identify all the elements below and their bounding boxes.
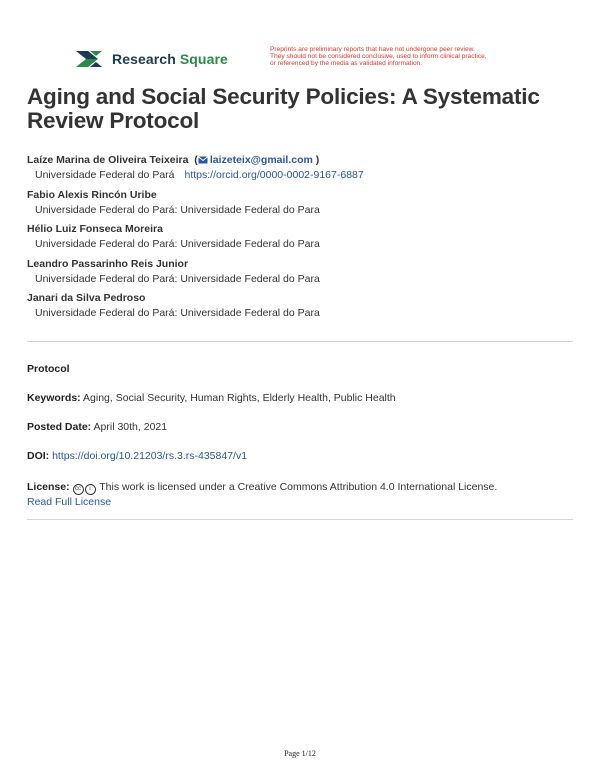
author-email-link[interactable]: laizeteix@gmail.com: [209, 154, 313, 166]
license-label: License:: [27, 481, 70, 493]
by-icon: i: [85, 484, 96, 495]
doi-label: DOI:: [27, 450, 50, 462]
author-affiliation: Universidade Federal do Pará: Universidade Federal do Para: [35, 272, 320, 285]
article-type: [27, 362, 577, 377]
disclaimer-line: or referenced by the media as validated information.: [270, 60, 423, 68]
posted-date-label: Posted Date:: [27, 421, 92, 433]
disclaimer-line: They should not be considered conclusive, used to inform clinical practice,: [270, 53, 487, 61]
cc-icon: cc: [73, 484, 84, 495]
author-name: Fabio Alexis Rincón Uribe: [27, 188, 157, 201]
logo-word-research: Research: [112, 51, 176, 67]
author-affiliation: [27, 168, 577, 188]
doi-link[interactable]: https://doi.org/10.21203/rs.3.rs-435847/v1: [52, 450, 248, 462]
author-name: Janari da Silva Pedroso: [27, 292, 146, 304]
read-full-license-link[interactable]: Read Full License: [27, 496, 112, 508]
paper-title: Aging and Social Security Policies: A Systematic Review Protocol: [27, 84, 540, 133]
license-text: This work is licensed under a Creative Commons Attribution 4.0 International License.: [99, 481, 498, 493]
logo-word-square: Square: [179, 51, 228, 67]
author-name: Hélio Luiz Fonseca Moreira: [27, 223, 163, 235]
author-name: Leandro Passarinho Reis Junior: [27, 257, 189, 270]
author-name: Laíze Marina de Oliveira Teixeira: [27, 154, 189, 166]
article-type-label: Protocol: [27, 363, 70, 375]
research-square-logo[interactable]: [74, 48, 228, 70]
author-affiliation: Universidade Federal do Pará: Universidade Federal do Para: [35, 307, 320, 319]
page-number: Page 1/12: [284, 749, 316, 758]
affiliation-text: Universidade Federal do Pará: [35, 169, 175, 181]
orcid-link[interactable]: https://orcid.org/0000-0002-9167-6887: [184, 169, 364, 181]
posted-date-line: [27, 420, 577, 435]
doi-line: [27, 449, 577, 464]
author-affiliation: Universidade Federal do Pará: Universidade Federal do Para: [35, 238, 320, 250]
keywords-label: Keywords:: [27, 392, 81, 404]
divider: [27, 519, 573, 520]
disclaimer-line: Preprints are preliminary reports that have not undergone peer review.: [270, 46, 475, 53]
preprint-disclaimer: [270, 46, 530, 68]
license-line: [27, 480, 577, 510]
research-square-logo-icon: [74, 48, 104, 70]
keywords-line: [27, 391, 577, 406]
logo-wordmark: [112, 51, 228, 67]
keywords-value: Aging, Social Security, Human Rights, Elderly Health, Public Health: [83, 392, 396, 404]
posted-date-value: April 30th, 2021: [93, 421, 168, 433]
divider: [27, 341, 573, 342]
author-list: [27, 153, 577, 326]
author-affiliation: Universidade Federal do Pará: Universidade Federal do Para: [35, 203, 320, 216]
author-entry: Laíze Marina de Oliveira Teixeira ( laizeteix@gmail.com ): [27, 154, 320, 166]
envelope-icon: [198, 156, 208, 164]
